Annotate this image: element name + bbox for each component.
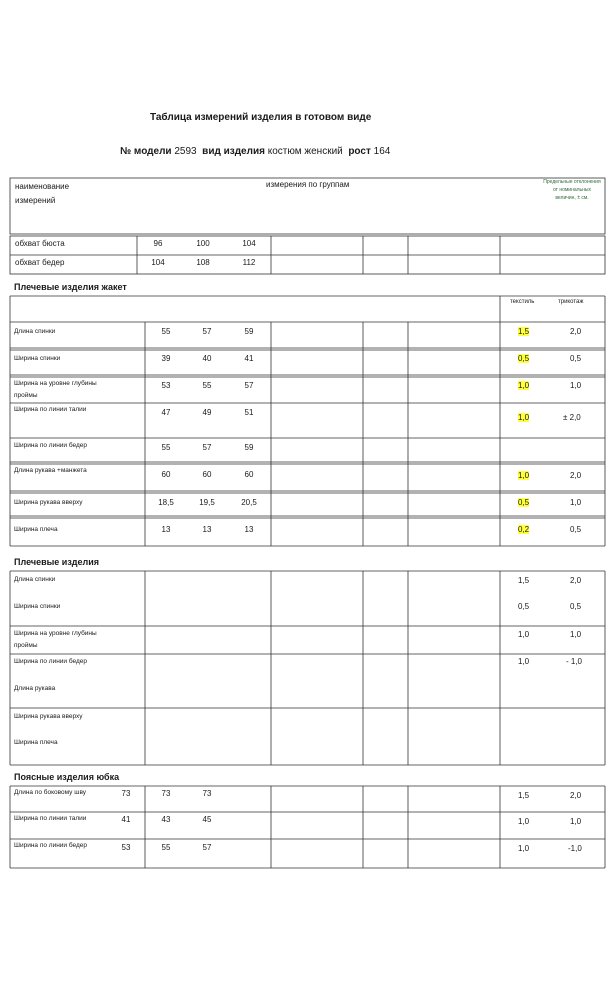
- jacket-row-value: 47: [161, 408, 171, 417]
- skirt-row-value: 43: [161, 815, 171, 824]
- shoulder-row-knit: 1,0: [570, 630, 582, 639]
- jacket-row-value: 60: [244, 470, 254, 479]
- jacket-row-knit: 2,0: [570, 471, 582, 480]
- col-knit-label: трикотаж: [558, 299, 584, 305]
- shoulder-row-textile: 0,5: [518, 602, 530, 611]
- skirt-row-value: 57: [202, 843, 212, 852]
- shoulder-row-textile: 1,0: [518, 630, 530, 639]
- jacket-row-label: Длина рукава +манжета: [14, 467, 87, 474]
- shoulder-row-textile: 1,5: [518, 576, 530, 585]
- jacket-row-textile: 1,0: [518, 471, 530, 480]
- shoulder-row-textile: 1,0: [518, 657, 530, 666]
- skirt-row-value: 73: [161, 789, 171, 798]
- shoulder-row-label: Ширина по линии бедер: [14, 658, 88, 665]
- jacket-row-value: 19,5: [199, 498, 215, 507]
- jacket-row-label: Ширина рукава вверху: [14, 499, 83, 506]
- skirt-row-knit: 2,0: [570, 791, 582, 800]
- jacket-row-knit: ± 2,0: [563, 413, 581, 422]
- height-value: 164: [373, 146, 391, 157]
- base-row-value: 108: [196, 258, 210, 267]
- jacket-row-value: 57: [244, 381, 254, 390]
- jacket-row-label: Ширина по линии бедер: [14, 442, 88, 449]
- jacket-row-value: 55: [202, 381, 212, 390]
- jacket-row-knit: 0,5: [570, 354, 582, 363]
- jacket-row-value: 13: [244, 525, 254, 534]
- base-row-value: 104: [151, 258, 165, 267]
- jacket-row-value: 51: [244, 408, 254, 417]
- page-title: Таблица измерений изделия в готовом виде: [150, 112, 372, 123]
- section-title-shoulder: Плечевые изделия: [14, 557, 100, 567]
- jacket-row-value: 55: [161, 443, 171, 452]
- jacket-row-textile: 1,0: [518, 413, 530, 422]
- shoulder-row-knit: 2,0: [570, 576, 582, 585]
- type-value: костюм женский: [267, 146, 343, 157]
- header-tolerance-col: Предельные отклонения от номинальных величин, ± см.: [543, 179, 601, 201]
- jacket-row-label: Ширина на уровне глубины проймы: [14, 380, 97, 399]
- skirt-row-textile: 1,0: [518, 817, 530, 826]
- jacket-row-value: 59: [244, 443, 254, 452]
- shoulder-row-label: Ширина спинки: [14, 603, 61, 610]
- jacket-row-knit: 1,0: [570, 498, 582, 507]
- jacket-row-value: 59: [244, 327, 254, 336]
- jacket-row-value: 57: [202, 327, 212, 336]
- base-row-value: 96: [153, 239, 163, 248]
- jacket-row-knit: 2,0: [570, 327, 582, 336]
- jacket-row-label: Ширина спинки: [14, 355, 61, 362]
- skirt-row-textile: 1,0: [518, 844, 530, 853]
- jacket-row-label: Ширина плеча: [14, 526, 58, 533]
- skirt-row-knit: 1,0: [570, 817, 582, 826]
- jacket-row-textile: 1,0: [518, 381, 530, 390]
- skirt-row-value: 55: [161, 843, 171, 852]
- type-label: вид изделия: [202, 146, 265, 157]
- skirt-row-label: Ширина по линии талии: [14, 815, 87, 822]
- jacket-row-value: 13: [202, 525, 212, 534]
- model-label: № модели: [120, 146, 172, 157]
- jacket-row-value: 20,5: [241, 498, 257, 507]
- shoulder-row-knit: - 1,0: [566, 657, 583, 666]
- shoulder-row-label: Ширина плеча: [14, 739, 58, 746]
- jacket-row-value: 13: [161, 525, 171, 534]
- jacket-row-textile: 0,5: [518, 498, 530, 507]
- col-textile-label: текстиль: [510, 299, 535, 305]
- height-label: рост: [348, 146, 371, 157]
- jacket-row-knit: 1,0: [570, 381, 582, 390]
- skirt-row-value: 73: [202, 789, 212, 798]
- skirt-row-value: 53: [121, 843, 131, 852]
- skirt-row-value: 45: [202, 815, 212, 824]
- jacket-row-value: 60: [202, 470, 212, 479]
- base-row-label: обхват бедер: [15, 258, 65, 267]
- shoulder-row-knit: 0,5: [570, 602, 582, 611]
- skirt-row-label: Длина по боковому шву: [14, 789, 87, 796]
- skirt-row-value: 73: [121, 789, 131, 798]
- model-value: 2593: [174, 146, 197, 157]
- jacket-row-textile: 1,5: [518, 327, 530, 336]
- jacket-row-value: 18,5: [158, 498, 174, 507]
- jacket-row-value: 53: [161, 381, 171, 390]
- section-title-jacket: Плечевые изделия жакет: [14, 282, 127, 292]
- header-name-col: наименование измерений: [15, 182, 70, 205]
- shoulder-row-label: Длина спинки: [14, 576, 56, 583]
- base-row-label: обхват бюста: [15, 239, 65, 248]
- skirt-row-value: 41: [121, 815, 131, 824]
- base-row-value: 100: [196, 239, 210, 248]
- jacket-row-knit: 0,5: [570, 525, 582, 534]
- jacket-row-value: 39: [161, 354, 171, 363]
- skirt-row-label: Ширина по линии бедер: [14, 842, 88, 849]
- jacket-row-value: 57: [202, 443, 212, 452]
- shoulder-row-label: Ширина на уровне глубины проймы: [14, 630, 97, 649]
- jacket-row-value: 60: [161, 470, 171, 479]
- jacket-row-value: 40: [202, 354, 212, 363]
- skirt-row-knit: -1,0: [568, 844, 582, 853]
- jacket-row-value: 49: [202, 408, 212, 417]
- jacket-row-label: Ширина по линии талии: [14, 406, 87, 413]
- jacket-row-value: 55: [161, 327, 171, 336]
- header-groups-col: измерения по группам: [266, 180, 350, 189]
- base-row-value: 112: [242, 258, 256, 267]
- skirt-row-textile: 1,5: [518, 791, 530, 800]
- jacket-row-value: 41: [244, 354, 254, 363]
- jacket-row-textile: 0,2: [518, 525, 530, 534]
- shoulder-row-label: Ширина рукава вверху: [14, 713, 83, 720]
- jacket-row-label: Длина спинки: [14, 328, 56, 335]
- base-row-value: 104: [242, 239, 256, 248]
- jacket-row-textile: 0,5: [518, 354, 530, 363]
- section-title-skirt: Поясные изделия юбка: [14, 772, 120, 782]
- shoulder-row-label: Длина рукава: [14, 685, 56, 692]
